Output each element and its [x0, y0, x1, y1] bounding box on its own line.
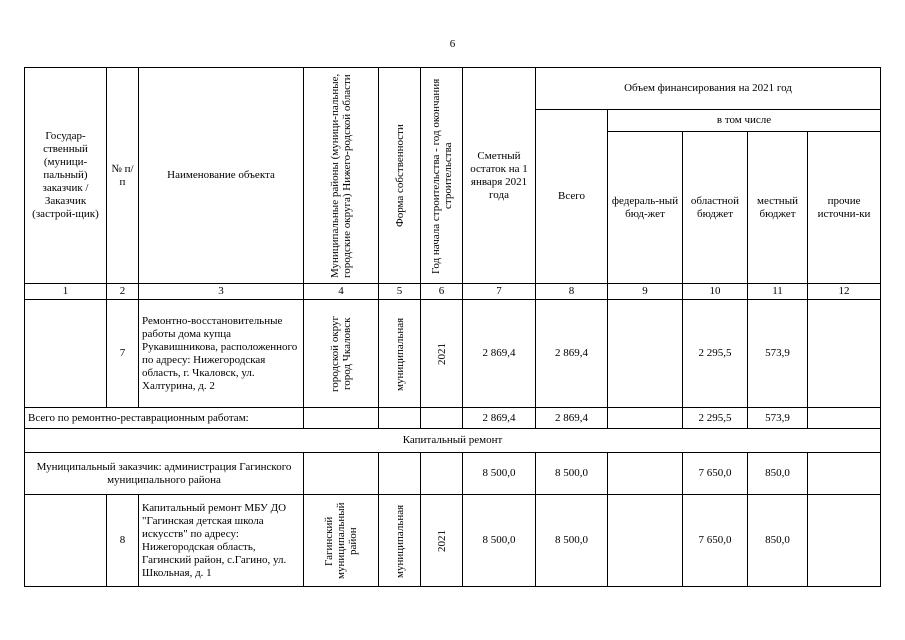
- row7-local: 573,9: [748, 300, 808, 408]
- section-title: Капитальный ремонт: [25, 429, 881, 453]
- row8-local: 850,0: [748, 495, 808, 587]
- header-object-name: Наименование объекта: [139, 68, 304, 284]
- subtotal-row: [25, 408, 881, 429]
- header-years-text: Год начала строительства - год окончания строительства: [429, 77, 454, 274]
- header-district: [304, 68, 379, 284]
- header-regional: областной бюджет: [683, 132, 748, 284]
- header-balance: Сметный остаток на 1 января 2021 года: [463, 68, 536, 284]
- header-ownership-text: Форма собственности: [393, 124, 406, 227]
- row7-balance: 2 869,4: [463, 300, 536, 408]
- row7-year-text: 2021: [435, 342, 448, 365]
- row8-regional: 7 650,0: [683, 495, 748, 587]
- financing-table: [24, 67, 881, 587]
- row8-balance: 8 500,0: [463, 495, 536, 587]
- col-number: 7: [463, 284, 536, 300]
- col-number: 2: [107, 284, 139, 300]
- col-number: 10: [683, 284, 748, 300]
- subtotal-balance: 2 869,4: [463, 408, 536, 429]
- table-row: [25, 300, 881, 408]
- header-federal: федераль-ный бюд-жет: [608, 132, 683, 284]
- subtotal-label: Всего по ремонтно-реставрационным работам:: [25, 408, 304, 429]
- subtotal-local: 573,9: [748, 408, 808, 429]
- subtotal-federal: [608, 408, 683, 429]
- col-number: 3: [139, 284, 304, 300]
- col-number: 11: [748, 284, 808, 300]
- row7-district: [304, 300, 379, 408]
- row8-number: 8: [107, 495, 139, 587]
- table-row: [25, 495, 881, 587]
- row8-other: [808, 495, 881, 587]
- col-number: 6: [421, 284, 463, 300]
- customer-other: [808, 453, 881, 495]
- header-other: прочие источни-ки: [808, 132, 881, 284]
- row8-year-text: 2021: [435, 529, 448, 552]
- row7-number: 7: [107, 300, 139, 408]
- customer-balance: 8 500,0: [463, 453, 536, 495]
- row8-year: [421, 495, 463, 587]
- page-number: 6: [449, 38, 456, 50]
- col-number: 12: [808, 284, 881, 300]
- row7-total: 2 869,4: [536, 300, 608, 408]
- subtotal-empty: [379, 408, 421, 429]
- header-total: Всего: [536, 110, 608, 284]
- customer-label: Муниципальный заказчик: администрация Гагинского муниципального района: [25, 453, 304, 495]
- subtotal-total: 2 869,4: [536, 408, 608, 429]
- header-local: местный бюджет: [748, 132, 808, 284]
- header-customer: Государ-ственный (муници-пальный) заказчик / Заказчик (застрой-щик): [25, 68, 107, 284]
- subtotal-other: [808, 408, 881, 429]
- customer-total: 8 500,0: [536, 453, 608, 495]
- row8-object-name: Капитальный ремонт МБУ ДО "Гагинская детская школа искусств" по адресу: Нижегородская область, Гагинский район, с.Гагино, ул. Школьная, д. 1: [139, 495, 304, 587]
- subtotal-empty: [304, 408, 379, 429]
- column-number-row: [25, 284, 881, 300]
- row8-district-text: Гагинский муниципальный район: [323, 502, 359, 579]
- row8-customer: [25, 495, 107, 587]
- header-including: в том числе: [608, 110, 881, 132]
- row7-federal: [608, 300, 683, 408]
- row7-other: [808, 300, 881, 408]
- customer-empty: [379, 453, 421, 495]
- row7-object-name: Ремонтно-восстановительные работы дома купца Рукавишникова, расположенного по адресу: Нижегородская область, г. Чкаловск, ул. Халтурина, д. 2: [139, 300, 304, 408]
- customer-federal: [608, 453, 683, 495]
- row7-district-text: городской округ город Чкаловск: [329, 315, 353, 392]
- customer-row: [25, 453, 881, 495]
- subtotal-regional: 2 295,5: [683, 408, 748, 429]
- row7-customer: [25, 300, 107, 408]
- col-number: 5: [379, 284, 421, 300]
- customer-local: 850,0: [748, 453, 808, 495]
- customer-empty: [421, 453, 463, 495]
- col-number: 8: [536, 284, 608, 300]
- row8-ownership: [379, 495, 421, 587]
- customer-empty: [304, 453, 379, 495]
- col-number: 4: [304, 284, 379, 300]
- header-ownership: [379, 68, 421, 284]
- section-row: [25, 429, 881, 453]
- row8-total: 8 500,0: [536, 495, 608, 587]
- row7-regional: 2 295,5: [683, 300, 748, 408]
- row8-federal: [608, 495, 683, 587]
- header-number: № п/п: [107, 68, 139, 284]
- row7-year: [421, 300, 463, 408]
- header-district-text: Муниципальные районы (муници-пальные, городские округа) Нижего-родской области: [329, 73, 353, 278]
- row7-ownership-text: муниципальная: [393, 316, 406, 391]
- col-number: 1: [25, 284, 107, 300]
- customer-regional: 7 650,0: [683, 453, 748, 495]
- row8-district: [304, 495, 379, 587]
- header-years: [421, 68, 463, 284]
- subtotal-empty: [421, 408, 463, 429]
- header-funding: Объем финансирования на 2021 год: [536, 68, 881, 110]
- row7-ownership: [379, 300, 421, 408]
- col-number: 9: [608, 284, 683, 300]
- row8-ownership-text: муниципальная: [393, 503, 406, 578]
